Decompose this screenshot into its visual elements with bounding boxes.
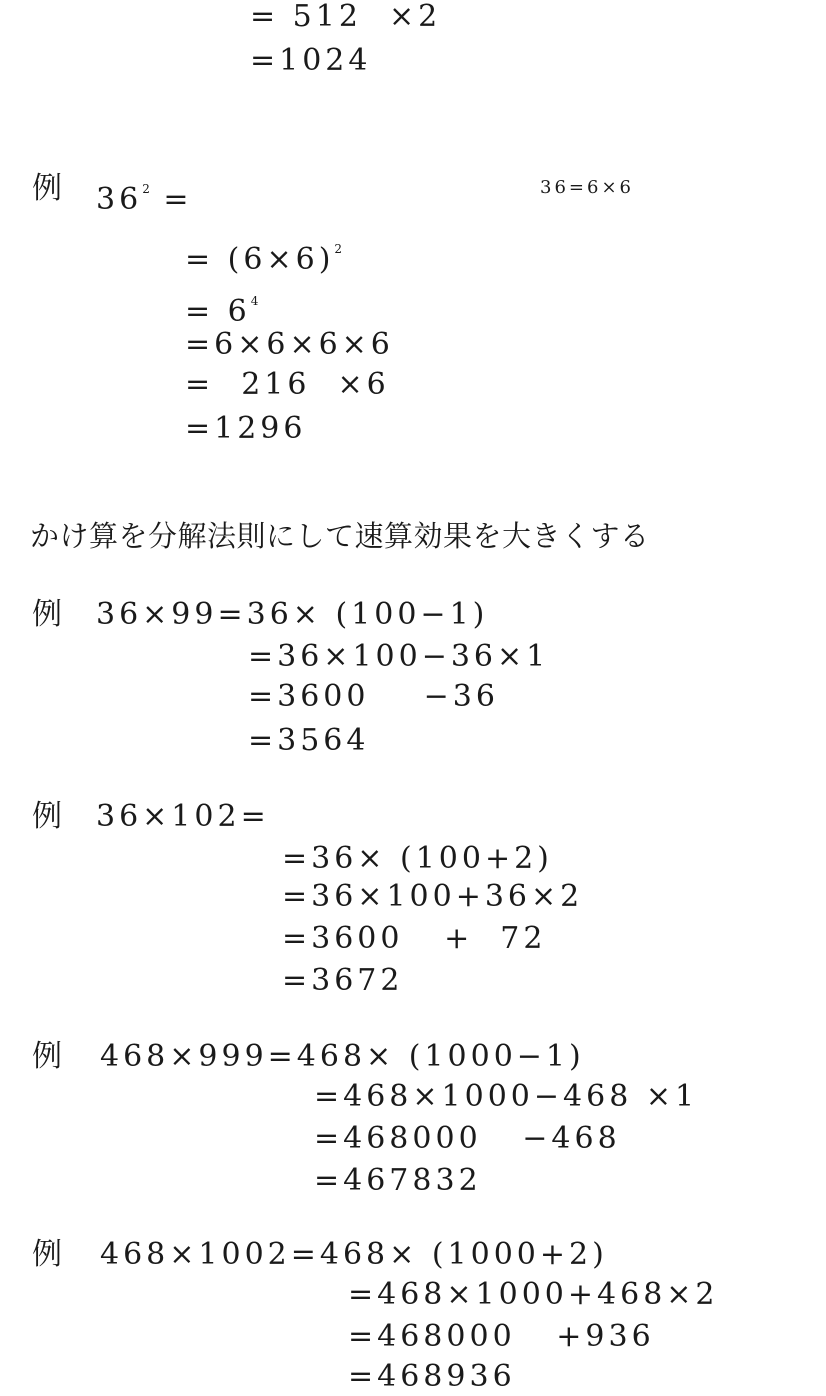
ex1-line-3: =6×6×6×6: [185, 327, 394, 362]
ex5-line-1: =468×1000+468×2: [348, 1277, 719, 1312]
ex1-label: 例: [32, 171, 62, 206]
ex4-line-0: 468×999=468× (1000−1): [100, 1039, 585, 1074]
ex5-line-3: =468936: [348, 1359, 516, 1394]
top-line-2: =1024: [250, 43, 372, 78]
ex1-head-equals: =: [163, 182, 193, 217]
ex1-line-2-main: = 6: [185, 294, 251, 329]
ex5-line-2: =468000 +936: [348, 1319, 655, 1354]
ex4-line-2: =468000 −468: [314, 1121, 621, 1156]
ex1-line-2-exponent: 4: [250, 294, 259, 308]
ex2-line-2: =3600 −36: [248, 679, 499, 714]
top-line-1: = 512 ×2: [250, 0, 442, 34]
ex3-line-2: =36×100+36×2: [282, 879, 584, 914]
ex2-label: 例: [32, 597, 62, 632]
ex5-label: 例: [32, 1237, 62, 1272]
ex3-line-4: =3672: [282, 963, 404, 998]
ex2-line-3: =3564: [248, 723, 370, 758]
ex1-line-5: =1296: [185, 411, 307, 446]
section-heading: かけ算を分解法則にして速算効果を大きくする: [30, 519, 650, 553]
ex3-label: 例: [32, 799, 62, 834]
ex1-head: [96, 172, 193, 217]
ex1-line-1-main: = (6×6): [185, 242, 335, 277]
ex1-line-4: = 216 ×6: [185, 367, 390, 402]
ex4-line-1: =468×1000−468 ×1: [314, 1079, 699, 1114]
ex3-line-1: =36× (100+2): [282, 841, 553, 876]
ex5-line-0: 468×1002=468× (1000+2): [100, 1237, 608, 1272]
ex1-line-1: [185, 232, 342, 277]
ex3-line-3: =3600 + 72: [282, 921, 547, 956]
ex1-head-exponent: 2: [142, 182, 150, 196]
ex2-line-1: =36×100−36×1: [248, 639, 550, 674]
ex4-label: 例: [32, 1039, 62, 1074]
ex1-note: 36=6×6: [540, 177, 634, 198]
ex2-line-0: 36×99=36× (100−1): [96, 597, 489, 632]
ex1-line-1-exponent: 2: [334, 242, 343, 256]
ex3-line-0: 36×102=: [96, 799, 270, 834]
ex1-head-base: 36: [96, 182, 143, 217]
ex1-line-2: [185, 284, 258, 329]
ex4-line-3: =467832: [314, 1163, 482, 1198]
